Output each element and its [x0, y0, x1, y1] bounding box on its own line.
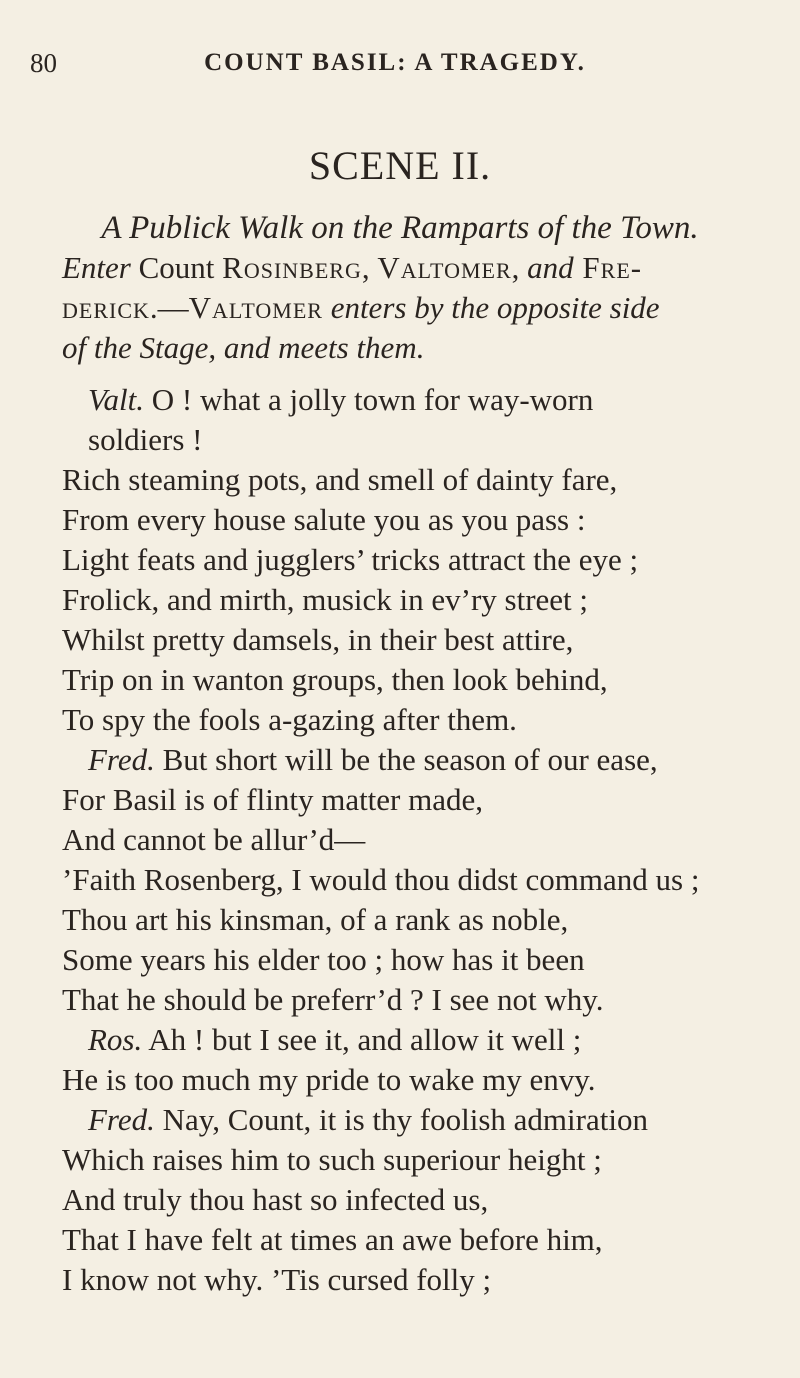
verse-line — [88, 740, 658, 780]
verse-line — [62, 500, 585, 540]
verse-text: And truly thou hast so infected us, — [62, 1182, 489, 1217]
verse-text: Whilst pretty damsels, in their best attire, — [62, 622, 574, 657]
verse-text: He is too much my pride to wake my envy. — [62, 1062, 596, 1097]
verse-text: Some years his elder too ; how has it been — [62, 942, 585, 977]
verse-text: Trip on in wanton groups, then look behind, — [62, 662, 608, 697]
sd-valtomer-2: Valtomer — [188, 290, 323, 325]
verse-text: And cannot be allur’d— — [62, 822, 366, 857]
page-header — [30, 48, 760, 88]
verse-line — [62, 940, 585, 980]
verse-line — [88, 420, 203, 460]
verse-text: But short will be the season of our ease, — [154, 742, 658, 777]
verse-line — [88, 380, 593, 420]
stage-direction-line-1 — [62, 250, 762, 286]
verse-line — [62, 820, 365, 860]
verse-line — [62, 1140, 602, 1180]
sd-rosinberg: Rosinberg — [222, 250, 362, 285]
stage-direction-line-3 — [62, 330, 762, 366]
verse-text: To spy the fools a-gazing after them. — [62, 702, 517, 737]
verse-text: Rich steaming pots, and smell of dainty fare, — [62, 462, 618, 497]
scene-title: SCENE II. — [308, 143, 492, 188]
verse-text: I know not why. ’Tis cursed folly ; — [62, 1262, 492, 1297]
speaker-name: Fred. — [88, 1102, 155, 1137]
verse-line — [62, 1260, 491, 1300]
verse-text: For Basil is of flinty matter made, — [62, 782, 484, 817]
verse-text: O ! what a jolly town for way-worn — [143, 382, 594, 417]
running-title: COUNT BASIL: A TRAGEDY. — [204, 49, 586, 76]
verse-line — [62, 660, 608, 700]
sd-meets: of the Stage, and meets them. — [62, 330, 425, 365]
sd-and: and — [527, 250, 574, 285]
verse-text: soldiers ! — [88, 422, 203, 457]
verse-text: Light feats and jugglers’ tricks attract the eye ; — [62, 542, 639, 577]
verse-line — [62, 780, 483, 820]
verse-line — [88, 1100, 648, 1140]
sd-comma-1: , — [361, 250, 378, 285]
verse-line — [62, 700, 517, 740]
stage-direction-line-2 — [62, 290, 762, 326]
verse-line — [62, 900, 568, 940]
verse-line — [62, 1220, 603, 1260]
verse-line — [62, 1060, 596, 1100]
scene-location: A Publick Walk on the Ramparts of the Town. — [101, 210, 699, 246]
speaker-name: Ros. — [88, 1022, 143, 1057]
verse-line — [62, 620, 573, 660]
verse-line — [62, 460, 617, 500]
sd-derick: derick — [62, 290, 150, 325]
verse-line — [62, 860, 699, 900]
verse-text: Which raises him to such superiour height ; — [62, 1142, 602, 1177]
sd-count: Count — [130, 250, 223, 285]
page-number: 80 — [30, 48, 57, 78]
speaker-name: Valt. — [88, 382, 144, 417]
sd-fre: Fre- — [573, 250, 643, 285]
verse-line — [62, 540, 638, 580]
sd-comma-2: , — [511, 250, 528, 285]
speaker-name: Fred. — [88, 742, 155, 777]
verse-text: Thou art his kinsman, of a rank as noble, — [62, 902, 569, 937]
verse-text: ’Faith Rosenberg, I would thou didst command us ; — [62, 862, 700, 897]
verse-text: That I have felt at times an awe before him, — [62, 1222, 603, 1257]
sd-enters: enters by the opposite side — [322, 290, 660, 325]
verse-line — [88, 1020, 581, 1060]
verse-text: Frolick, and mirth, musick in ev’ry street ; — [62, 582, 589, 617]
verse-text: From every house salute you as you pass : — [62, 502, 586, 537]
verse-line — [62, 1180, 488, 1220]
verse-text: That he should be preferr’d ? I see not why. — [62, 982, 604, 1017]
sd-dash: .— — [149, 290, 189, 325]
verse-text: Nay, Count, it is thy foolish admiration — [154, 1102, 648, 1137]
verse-text: Ah ! but I see it, and allow it well ; — [142, 1022, 582, 1057]
verse-line — [62, 580, 588, 620]
sd-enter: Enter — [62, 250, 131, 285]
verse-line — [62, 980, 603, 1020]
sd-valtomer: Valtomer — [377, 250, 512, 285]
